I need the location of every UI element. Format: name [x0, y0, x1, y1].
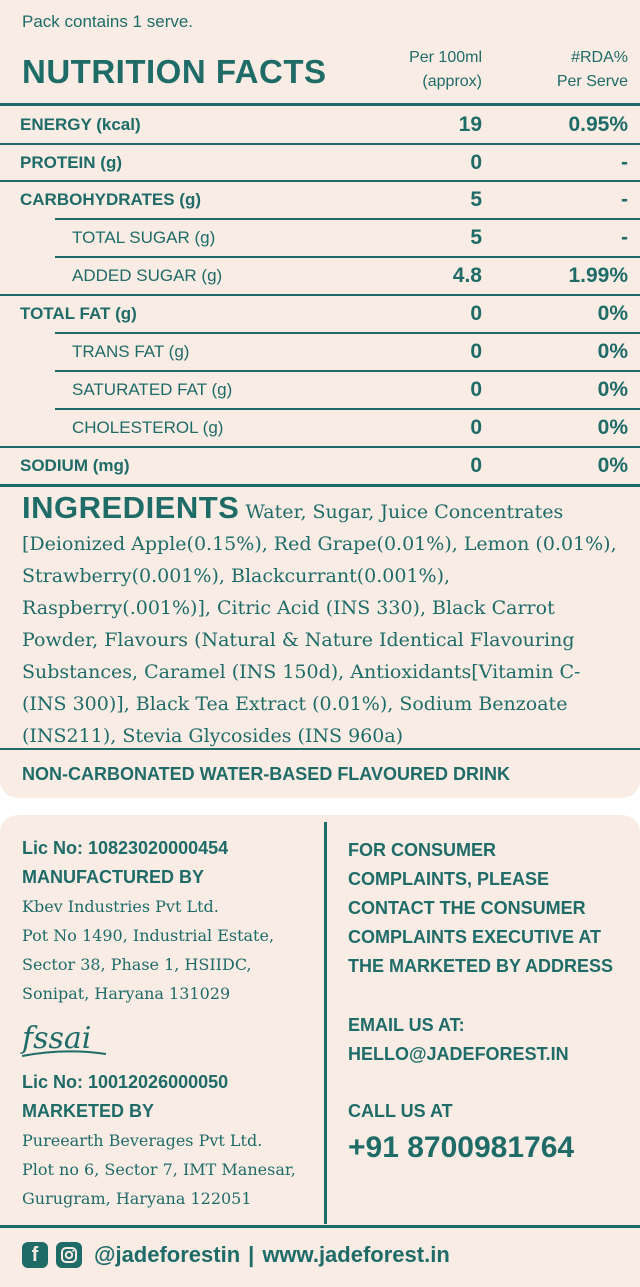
table-bottom-rule	[0, 484, 640, 487]
marketer-address-line: Gurugram, Haryana 122051	[22, 1189, 252, 1208]
manufacturer-address-line: Sector 38, Phase 1, HSIIDC,	[22, 955, 252, 974]
manufacturer-license: Lic No: 10823020000454	[22, 838, 229, 858]
marketer-address-line: Plot no 6, Sector 7, IMT Manesar,	[22, 1160, 296, 1179]
ingredients-block	[22, 492, 622, 752]
marketer-license: Lic No: 10012026000050	[22, 1072, 229, 1092]
consumer-complaints-block: FOR CONSUMER COMPLAINTS, PLEASE CONTACT THE CONSUMER COMPLAINTS EXECUTIVE AT THE MARKETED BY ADDRESS	[348, 840, 614, 976]
rda-header: #RDA% Per Serve	[556, 49, 628, 90]
nutrition-row-carbohydrates: CARBOHYDRATES (g) 5 -	[20, 187, 628, 211]
phone-number[interactable]: +91 8700981764	[348, 1131, 575, 1164]
column-divider	[324, 822, 327, 1224]
email-block	[348, 1011, 633, 1069]
product-type: NON-CARBONATED WATER-BASED FLAVOURED DRINK	[22, 764, 510, 784]
nutrition-row-protein: PROTEIN (g) 0 -	[20, 150, 628, 174]
manufacturer-heading: MANUFACTURED BY	[22, 867, 204, 887]
ingredients-bottom-rule	[0, 748, 640, 750]
fssai-logo	[20, 1018, 110, 1062]
svg-text:fssai: fssai	[22, 1021, 92, 1056]
manufacturer-address-line: Sonipat, Haryana 131029	[22, 984, 231, 1003]
marketer-address-line: Pureearth Beverages Pvt Ltd.	[22, 1131, 263, 1150]
nutrition-row-energy: ENERGY (kcal) 19 0.95%	[20, 112, 628, 136]
nutrition-row-total-fat: TOTAL FAT (g) 0 0%	[20, 301, 628, 325]
manufacturer-address-line: Kbev Industries Pvt Ltd.	[22, 897, 219, 916]
manufacturer-address-line: Pot No 1490, Industrial Estate,	[22, 926, 275, 945]
pack-note: Pack contains 1 serve.	[22, 12, 194, 31]
nutrition-row-total-sugar: TOTAL SUGAR (g) 5 -	[72, 225, 628, 249]
ingredients-title: INGREDIENTS	[22, 490, 240, 525]
nutrition-row-added-sugar: ADDED SUGAR (g) 4.8 1.99%	[72, 263, 628, 287]
marketer-heading: MARKETED BY	[22, 1101, 155, 1121]
nutrition-row-trans-fat: TRANS FAT (g) 0 0%	[72, 339, 628, 363]
social-handle[interactable]: @jadeforestin	[94, 1242, 241, 1267]
email-link[interactable]: HELLO@JADEFOREST.IN	[348, 1044, 569, 1064]
nutrition-facts-title: NUTRITION FACTS	[22, 53, 327, 90]
website-link[interactable]: www.jadeforest.in	[262, 1242, 450, 1267]
facebook-icon[interactable]: f	[22, 1242, 48, 1268]
nutrition-row-cholesterol: CHOLESTEROL (g) 0 0%	[72, 415, 628, 439]
instagram-icon[interactable]	[56, 1242, 82, 1268]
call-block	[348, 1097, 633, 1166]
footer-rule	[0, 1225, 640, 1228]
marketer-block	[22, 1068, 317, 1213]
email-label: EMAIL US AT:	[348, 1015, 465, 1035]
nutrition-row-sodium: SODIUM (mg) 0 0%	[20, 453, 628, 477]
nutrition-row-saturated-fat: SATURATED FAT (g) 0 0%	[72, 377, 628, 401]
manufacturer-block	[22, 834, 317, 1008]
per-100ml-header: Per 100ml (approx)	[409, 49, 482, 90]
ingredients-text: Water, Sugar, Juice Concentrates [Deionized Apple(0.15%), Red Grape(0.01%), Lemon (0.01%), Strawberry(0.001%), Blackcurrant(0.001%), Raspberry(.001%)], Citric Acid (INS 330), Black Carrot Powder, Flavours (Natural & Nature Identical Flavouring Substances, Caramel (INS 150d), Antioxidants[Vitamin C-(INS 300)], Black Tea Extract (0.01%), Sodium Benzoate (INS211), Stevia Glycosides (INS 960a)	[22, 501, 617, 747]
social-footer	[22, 1240, 450, 1270]
call-label: CALL US AT	[348, 1101, 453, 1121]
footer-separator: |	[248, 1242, 255, 1267]
